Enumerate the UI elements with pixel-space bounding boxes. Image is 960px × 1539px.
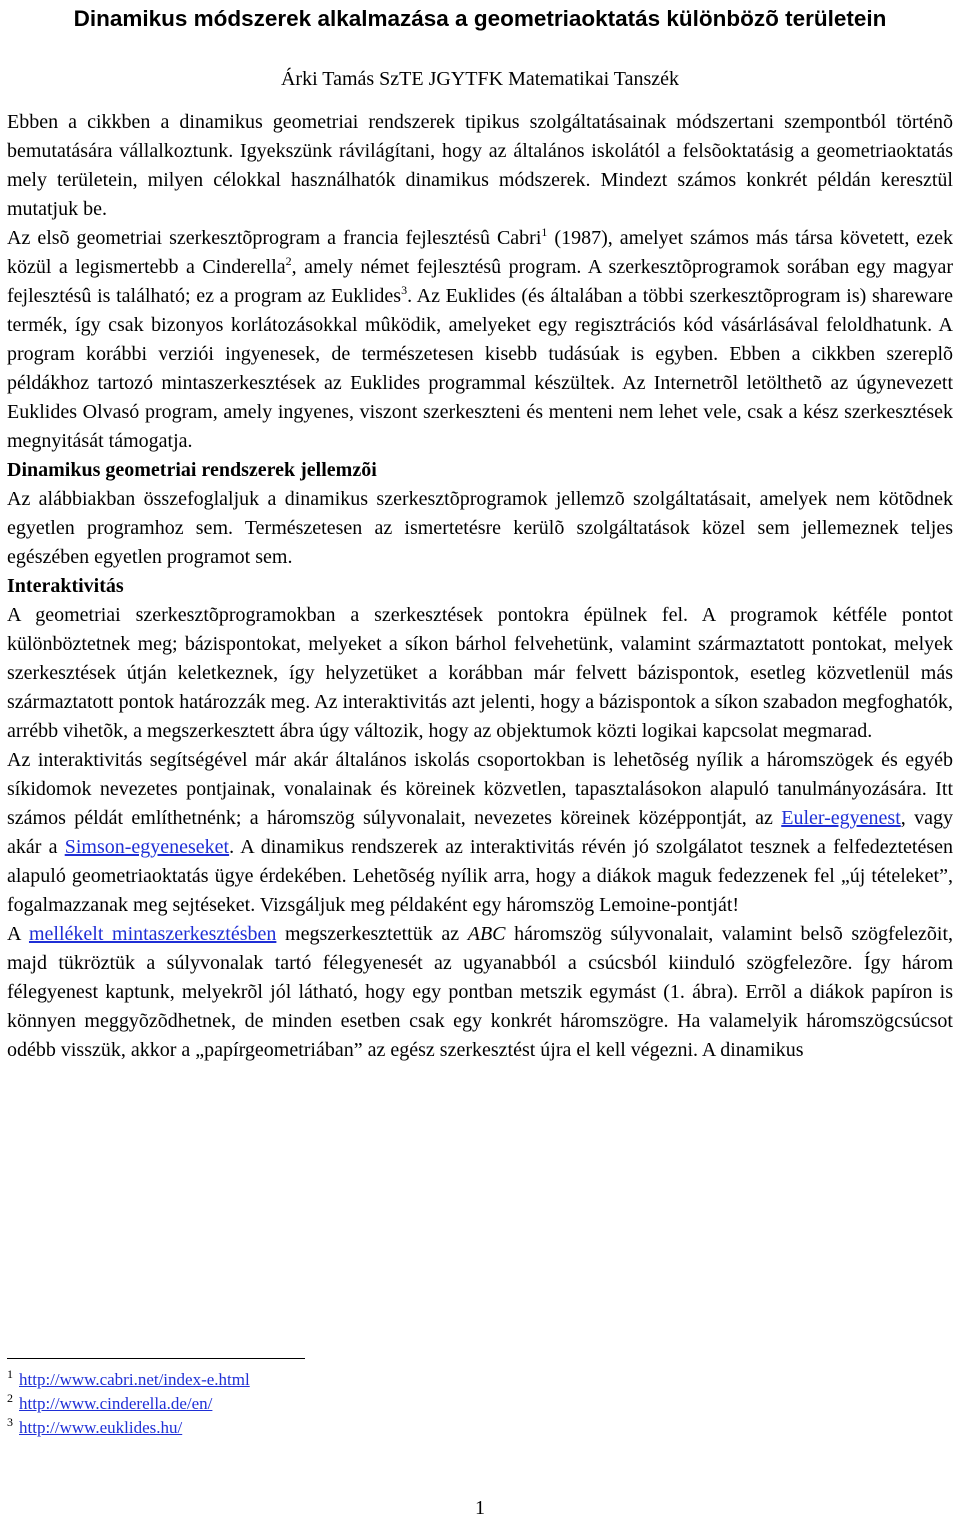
- author-affiliation: Árki Tamás SzTE JGYTFK Matematikai Tanszék: [280, 68, 680, 90]
- footnote-ref-1[interactable]: 1: [541, 225, 548, 239]
- intro-paragraph-2: [7, 224, 953, 456]
- simson-line-link[interactable]: Simson-egyeneseket: [64, 836, 230, 858]
- footnotes: [7, 1368, 250, 1440]
- document-body: [7, 108, 953, 1065]
- footnote-number: 3: [7, 1415, 13, 1429]
- section-heading-features: Dinamikus geometriai rendszerek jellemzõi: [7, 459, 377, 481]
- euler-line-link[interactable]: Euler-egyenest: [781, 807, 901, 829]
- interactivity-paragraph-1: A geometriai szerkesztõprogramokban a szerkesztések pontokra épülnek fel. A programok kétféle pontot különböztetnek meg; bázispontokat, melyeket a síkon bárhol felvehetünk, valamint származtatott pontokat, melyek szerkesztések útján keletkeznek, így helyzetüket a korábban már felvett bázispontok, esetleg közvetlenül más származtatott pontok határozzák meg. Az interaktivitás azt jelenti, hogy a bázispontok a síkon szabadon megfoghatók, arrébb vihetõk, a megszerkesztett ábra úgy változik, hogy az objektumok közti logikai kapcsolat megmarad.: [7, 604, 953, 742]
- interactivity-text-c: . A dinamikus rendszerek az interaktivitás révén jó szolgálatot tesznek a felfedeztetésen alapuló geometriaoktatás ügye érdekében. Lehetõség nyílik arra, hogy a diákok maguk fedezzenek fel „új tételeket”, fogalmazzanak meg sejtéseket. Vizsgáljuk meg példaként egy háromszög Lemoine-pontját!: [7, 836, 954, 916]
- features-paragraph: Az alábbiakban összefoglaljuk a dinamikus szerkesztõprogramok jellemzõ szolgáltatásait, amelyek nem kötõdnek egyetlen programhoz sem. Természetesen az ismertetésre kerülõ szolgáltatások közel sem jellemeznek teljes egészében egyetlen programot sem.: [7, 488, 953, 568]
- intro-text-a: Az elsõ geometriai szerkesztõprogram a francia fejlesztésû Cabri: [7, 227, 542, 249]
- sample-construction-link[interactable]: mellékelt mintaszerkesztésben: [28, 923, 277, 945]
- footnote-number: 2: [7, 1391, 13, 1405]
- footnote-ref-2[interactable]: 2: [285, 254, 292, 268]
- footnote-2: [7, 1392, 250, 1416]
- intro-text-d: . Az Euklides (és általában a többi szerkesztõprogram is) shareware termék, így csak bizonyos korlátozásokkal mûködik, amelyeket egy regisztrációs kód vásárlásával feloldhatunk. A program korábbi verziói ingyenesek, de természetesen kisebb tudásúak is egyben. Ebben a cikkben szereplõ példákhoz tartozó mintaszerkesztések az Euklides programmal készültek. Az Internetrõl letölthetõ az úgynevezett Euklides Olvasó program, amely ingyenes, viszont szerkeszteni és menteni nem lehet vele, csak a kész szerkesztések megnyitását támogatja.: [7, 285, 953, 452]
- footnote-ref-3[interactable]: 3: [401, 283, 408, 297]
- document-title: Dinamikus módszerek alkalmazása a geometriaoktatás különbözõ területein: [73, 6, 887, 31]
- footnote-1: [7, 1368, 250, 1392]
- interactivity-text-b: , vagy akár a: [7, 807, 953, 858]
- interactivity-text-f: háromszög súlyvonalait, valamint belsõ szögfelezõit, majd tükröztük a súlyvonalak tartó félegyenesét az ugyanabból a csúcsból kiinduló szögfelezõre. Így három félegyenest kaptunk, melyekrõl jól látható, hogy egy pontban metszik egymást (1. ábra). Errõl a diákok papíron is könnyen meggyõzõdhetnek, de minden esetben csak egy konkrét háromszögre. Ha valamelyik háromszögcsúcsot odébb visszük, akkor a „papírgeometriában” az egész szerkesztést újra el kell végezni. A dinamikus: [7, 923, 954, 1061]
- intro-paragraph-1: Ebben a cikkben a dinamikus geometriai rendszerek tipikus szolgáltatásainak módszertani szempontból történõ bemutatására vállalkoztunk. Igyekszünk rávilágítani, hogy az általános iskolától a felsõoktatásig a geometriaoktatás mely területein, milyen célokkal használhatók dinamikus módszerek. Mindezt számos konkrét példán keresztül mutatjuk be.: [7, 111, 953, 220]
- interactivity-text-e: megszerkesztettük az: [276, 923, 468, 945]
- intro-text-c: , amely német fejlesztésû program. A szerkesztõprogramok sorában egy magyar fejlesztésû is található; ez a program az Euklides: [7, 256, 954, 307]
- interactivity-paragraph-2: [7, 746, 953, 920]
- footnote-link-euklides[interactable]: http://www.euklides.hu/: [19, 1418, 183, 1437]
- interactivity-text-d: A: [7, 923, 29, 945]
- footnote-link-cabri[interactable]: http://www.cabri.net/index-e.html: [19, 1370, 250, 1389]
- footnote-3: [7, 1416, 250, 1440]
- footnote-number: 1: [7, 1367, 13, 1381]
- footnote-separator: [7, 1358, 305, 1359]
- section-heading-interactivity: Interaktivitás: [7, 575, 124, 597]
- triangle-label: ABC: [467, 923, 506, 945]
- page-number: 1: [475, 1497, 485, 1519]
- interactivity-text-a: Az interaktivitás segítségével már akár általános iskolás csoportokban is lehetõség nyílik a háromszögek és egyéb síkidomok nevezetes pontjainak, vonalainak és köreinek közvetlen, tapasztalásokon alapuló tanulmányozására. Itt számos példát említhetnénk; a háromszög súlyvonalait, nevezetes köreinek középpontját, az: [7, 749, 953, 829]
- footnote-link-cinderella[interactable]: http://www.cinderella.de/en/: [19, 1394, 213, 1413]
- intro-text-b: (1987), amelyet számos más társa követett, ezek közül a legismertebb a Cinderella: [7, 227, 954, 278]
- interactivity-paragraph-3: [7, 920, 953, 1065]
